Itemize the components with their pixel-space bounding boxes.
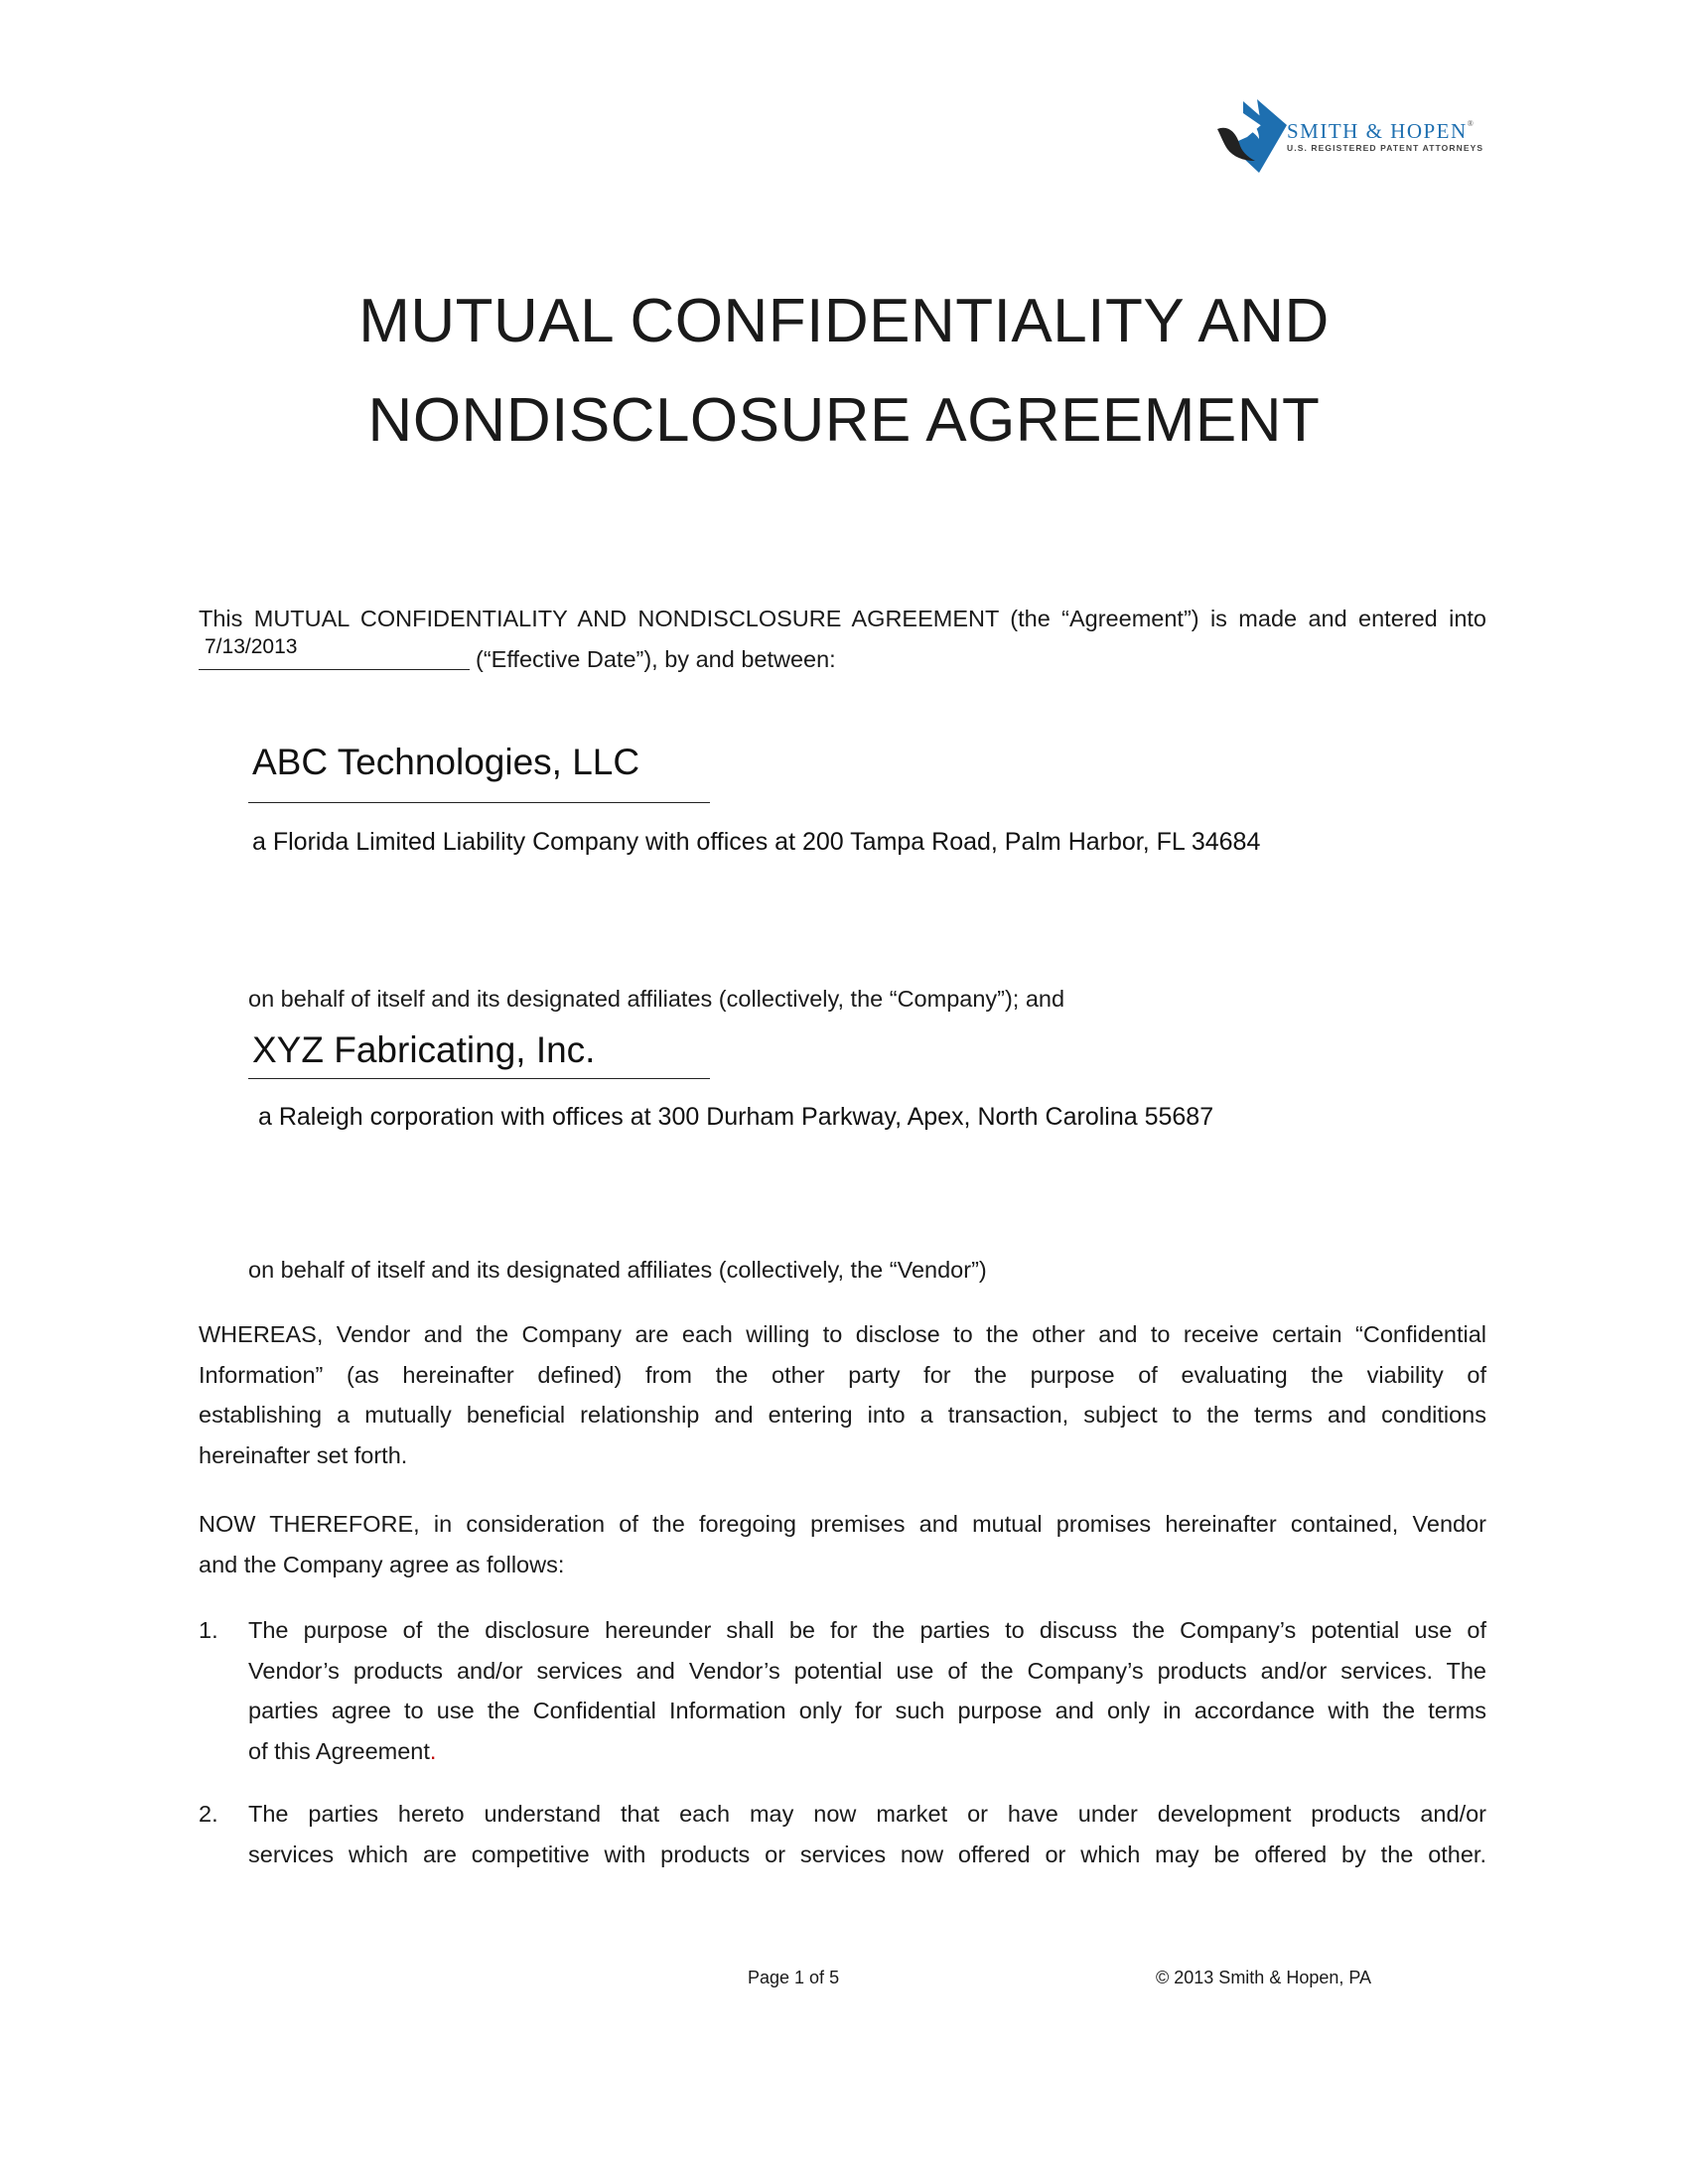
item-line <box>248 1731 1486 1772</box>
item-line: parties agree to use the Confidential Information only for such purpose and only in accordance with the terms <box>248 1698 1486 1723</box>
now-therefore-line: NOW THEREFORE, in consideration of the foregoing premises and mutual promises hereinafter contained, Vendor <box>199 1511 1486 1537</box>
item-1-paragraph <box>248 1610 1486 1771</box>
now-therefore-paragraph <box>199 1504 1486 1584</box>
party2-behalf-text: on behalf of itself and its designated affiliates (collectively, the “Vendor”) <box>248 1257 987 1283</box>
logo-name: SMITH & HOPEN® <box>1287 119 1476 143</box>
intro-line-2: (“Effective Date”), by and between: <box>476 646 836 672</box>
whereas-line: WHEREAS, Vendor and the Company are each willing to disclose to the other and to receive certain “Confidential <box>199 1321 1486 1347</box>
item-number: 1. <box>199 1617 218 1643</box>
item-last-line-text: of this Agreement <box>248 1737 430 1764</box>
party2-description-field[interactable]: a Raleigh corporation with offices at 300 Durham Parkway, Apex, North Carolina 55687 <box>258 1103 1214 1131</box>
logo-tagline: U.S. REGISTERED PATENT ATTORNEYS <box>1287 143 1484 153</box>
party2-name-underline <box>248 1078 710 1079</box>
effective-date-underline <box>199 669 470 670</box>
whereas-line: Information” (as hereinafter defined) from the other party for the purpose of evaluating the viability of <box>199 1361 1486 1388</box>
document-title-line-2: NONDISCLOSURE AGREEMENT <box>367 386 1321 455</box>
intro-line-1: This MUTUAL CONFIDENTIALITY AND NONDISCLOSURE AGREEMENT (the “Agreement”) is made and entered into <box>199 606 1486 631</box>
whereas-paragraph <box>199 1314 1486 1475</box>
effective-date-field[interactable]: 7/13/2013 <box>205 635 298 658</box>
now-therefore-line: and the Company agree as follows: <box>199 1551 565 1577</box>
party1-name-field[interactable]: ABC Technologies, LLC <box>252 742 640 782</box>
item-number: 2. <box>199 1801 218 1827</box>
tracked-change-mark: . <box>429 1737 437 1764</box>
party1-description-field[interactable]: a Florida Limited Liability Company with offices at 200 Tampa Road, Palm Harbor, FL 34684 <box>252 828 1261 856</box>
item-2-paragraph <box>248 1794 1486 1874</box>
party1-name-underline <box>248 802 710 803</box>
footer-page-number: Page 1 of 5 <box>748 1968 840 1987</box>
party1-behalf-text: on behalf of itself and its designated affiliates (collectively, the “Company”); and <box>248 986 1065 1012</box>
item-line: The parties hereto understand that each may now market or have under development products and/or <box>248 1801 1486 1827</box>
document-title-line-1: MUTUAL CONFIDENTIALITY AND <box>358 287 1330 355</box>
item-line: services which are competitive with products or services now offered or which may be offered by the other. <box>248 1841 1486 1867</box>
item-line: Vendor’s products and/or services and Vendor’s potential use of the Company’s products and/or services. The <box>248 1657 1486 1684</box>
item-line: The purpose of the disclosure hereunder shall be for the parties to discuss the Company’s potential use of <box>248 1617 1486 1643</box>
party2-name-field[interactable]: XYZ Fabricating, Inc. <box>252 1029 596 1070</box>
whereas-line: establishing a mutually beneficial relationship and entering into a transaction, subject to the terms and conditions <box>199 1402 1486 1428</box>
footer-copyright: © 2013 Smith & Hopen, PA <box>1156 1968 1372 1987</box>
whereas-line: hereinafter set forth. <box>199 1441 408 1468</box>
